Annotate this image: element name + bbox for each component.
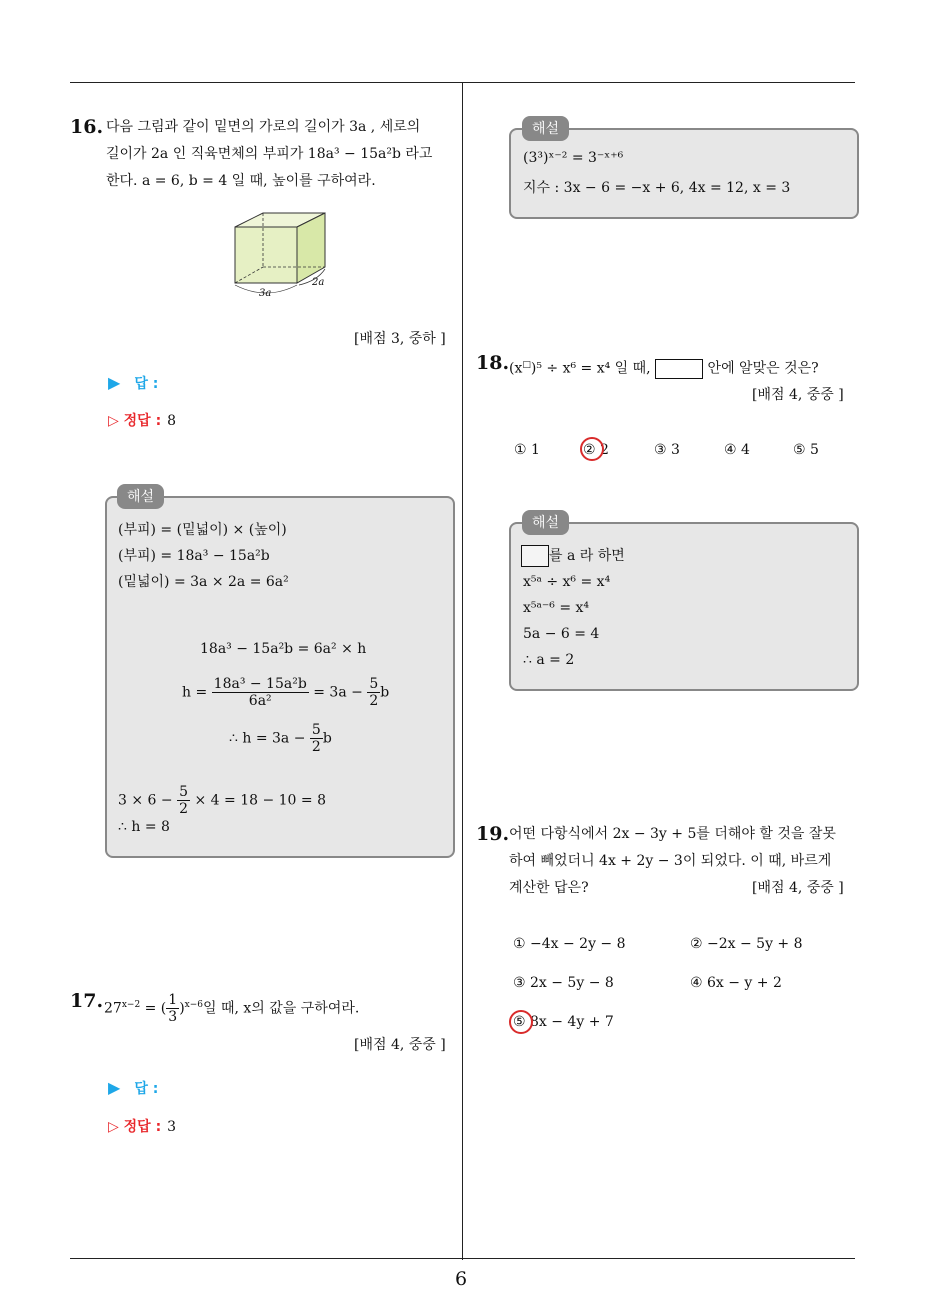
- q18-suffix: 안에 알맞은 것은?: [707, 360, 819, 377]
- question-19-score: [배점 4, 중중 ]: [752, 880, 844, 896]
- q17-exp: x−2: [121, 1000, 141, 1010]
- solution-18-tag: 해설: [522, 510, 569, 535]
- question-16-line-1: 다음 그림과 같이 밑면의 가로의 길이가 3a , 세로의: [106, 119, 421, 135]
- question-17-text: [104, 992, 359, 1025]
- l6-fraction: [310, 722, 323, 755]
- solution-16-line-2: (부피) = 18a³ − 15a²b: [118, 548, 270, 564]
- correct-circle-mark: [580, 437, 604, 461]
- q17-frac-num: 1: [168, 992, 178, 1009]
- solution-17-tag: 해설: [522, 116, 569, 141]
- q17-frac-den: 3: [168, 1009, 178, 1026]
- question-16-line-2: 길이가 2a 인 직육면체의 부피가 18a³ − 15a²b 라고: [106, 146, 433, 162]
- question-19-number: 19.: [476, 823, 510, 845]
- figure-label-depth: 2a: [312, 277, 325, 288]
- l5-mid: = 3a −: [313, 684, 363, 701]
- question-16-answer-label: [108, 373, 158, 393]
- question-19-line-2: 하여 빼었더니 4x + 2y − 3이 되었다. 이 때, 바르게: [509, 853, 832, 869]
- solution-16-line-6: [229, 722, 332, 755]
- q18-choice-3[interactable]: ③ 3: [654, 442, 680, 458]
- solution-17-line-1: (3³)ˣ⁻² = 3⁻ˣ⁺⁶: [523, 150, 624, 166]
- q19-choice-5[interactable]: ⑤ 8x − 4y + 7: [513, 1014, 614, 1030]
- q18-prefix: (x: [509, 360, 523, 377]
- solution-18-line-2: x⁵ᵃ ÷ x⁶ = x⁴: [523, 574, 611, 590]
- solution-17-box: [509, 128, 859, 219]
- question-17-correct-answer: [108, 1116, 176, 1136]
- l7-num: 5: [179, 784, 189, 800]
- q17-suffix: 일 때, x의 값을 구하여라.: [203, 1000, 360, 1017]
- solution-16-line-7: [118, 784, 326, 817]
- solution-17-line-2: 지수 : 3x − 6 = −x + 6, 4x = 12, x = 3: [523, 180, 791, 196]
- question-18-score: [배점 4, 중중 ]: [752, 387, 844, 403]
- correct-label-text: 정답 :: [123, 1119, 162, 1135]
- q18-prefix2: )⁵ ÷ x⁶ = x⁴ 일 때,: [530, 360, 651, 377]
- l5-frac2-den: 2: [369, 693, 379, 709]
- page-number: 6: [455, 1268, 468, 1290]
- question-16-number: 16.: [70, 116, 104, 138]
- cuboid-figure: [225, 205, 340, 305]
- l5-fraction: [212, 676, 309, 709]
- question-17-number: 17.: [70, 990, 104, 1012]
- l6-prefix: ∴ h = 3a −: [229, 730, 306, 747]
- solution-18-line-5: ∴ a = 2: [523, 652, 575, 668]
- question-18-text: [509, 352, 819, 383]
- solution-16-line-3: (밑넓이) = 3a × 2a = 6a²: [118, 574, 289, 590]
- question-16-correct-answer: [108, 410, 176, 430]
- q18-choice-4[interactable]: ④ 4: [724, 442, 750, 458]
- l6-den: 2: [311, 739, 321, 755]
- q17-base: 27: [104, 1000, 122, 1017]
- q17-mid: = (: [144, 1000, 167, 1017]
- l5-numerator: 18a³ − 15a²b: [213, 676, 307, 692]
- q17-exp2: x−6: [184, 1000, 204, 1010]
- l5-frac2-num: 5: [369, 676, 379, 692]
- q18-choice-1[interactable]: ① 1: [514, 442, 540, 458]
- q18-choice-5[interactable]: ⑤ 5: [793, 442, 819, 458]
- bottom-rule: [70, 1258, 855, 1259]
- l5-denominator: 6a²: [248, 693, 272, 709]
- q19-choice-1[interactable]: ① −4x − 2y − 8: [513, 936, 626, 952]
- l7-suffix: × 4 = 18 − 10 = 8: [194, 792, 326, 809]
- solution-16-line-1: (부피) = (밑넓이) × (높이): [118, 522, 287, 538]
- l7-prefix: 3 × 6 −: [118, 792, 173, 809]
- correct-value: 3: [167, 1119, 177, 1135]
- sol18-l1-suffix: 를 a 라 하면: [549, 548, 625, 564]
- answer-blank-box: [655, 359, 703, 379]
- q17-fraction: [166, 992, 179, 1025]
- question-16-score: [배점 3, 중하 ]: [354, 331, 446, 347]
- solution-16-line-5: [182, 676, 389, 709]
- l6-suffix: b: [322, 730, 332, 747]
- solution-16-tag: 해설: [117, 484, 164, 509]
- q19-choice-4[interactable]: ④ 6x − y + 2: [690, 975, 782, 991]
- solution-16-line-8: ∴ h = 8: [118, 819, 170, 835]
- solution-16-line-4: 18a³ − 15a²b = 6a² × h: [200, 641, 367, 657]
- question-17-answer-label: [108, 1078, 158, 1098]
- figure-label-width: 3a: [259, 288, 272, 299]
- solution-18-line-1: [521, 545, 625, 567]
- outline-triangle-icon: ▷: [108, 1119, 124, 1135]
- play-icon: ▶: [108, 1078, 121, 1097]
- l7-fraction: [177, 784, 190, 817]
- column-divider: [462, 82, 463, 1260]
- play-icon: ▶: [108, 373, 121, 392]
- q19-choice-3[interactable]: ③ 2x − 5y − 8: [513, 975, 614, 991]
- correct-value: 8: [167, 413, 177, 429]
- question-18-number: 18.: [476, 352, 510, 374]
- q17-close: ): [179, 1000, 185, 1017]
- correct-label-text: 정답 :: [123, 413, 162, 429]
- outline-triangle-icon: ▷: [108, 413, 124, 429]
- l7-den: 2: [179, 801, 189, 817]
- question-16-line-3: 한다. a = 6, b = 4 일 때, 높이를 구하여라.: [106, 173, 376, 189]
- correct-circle-mark: [509, 1010, 533, 1034]
- question-19-line-3: 계산한 답은?: [509, 880, 589, 896]
- l5-prefix: h =: [182, 684, 208, 701]
- question-19-line-1: 어떤 다항식에서 2x − 3y + 5를 더해야 할 것을 잘못: [509, 826, 836, 842]
- l6-num: 5: [311, 722, 321, 738]
- answer-label-text: 답 :: [134, 376, 159, 392]
- solution-18-line-4: 5a − 6 = 4: [523, 626, 600, 642]
- solution-18-line-3: x⁵ᵃ⁻⁶ = x⁴: [523, 600, 590, 616]
- q19-choice-2[interactable]: ② −2x − 5y + 8: [690, 936, 803, 952]
- blank-box-icon: [521, 545, 549, 567]
- q18-choice-2[interactable]: ② 2: [583, 442, 609, 458]
- answer-label-text: 답 :: [134, 1081, 159, 1097]
- l5-suffix: b: [380, 684, 390, 701]
- question-16-text: [106, 114, 461, 195]
- question-17-score: [배점 4, 중중 ]: [354, 1037, 446, 1053]
- small-box-icon: □: [522, 360, 531, 370]
- l5-fraction-2: [367, 676, 380, 709]
